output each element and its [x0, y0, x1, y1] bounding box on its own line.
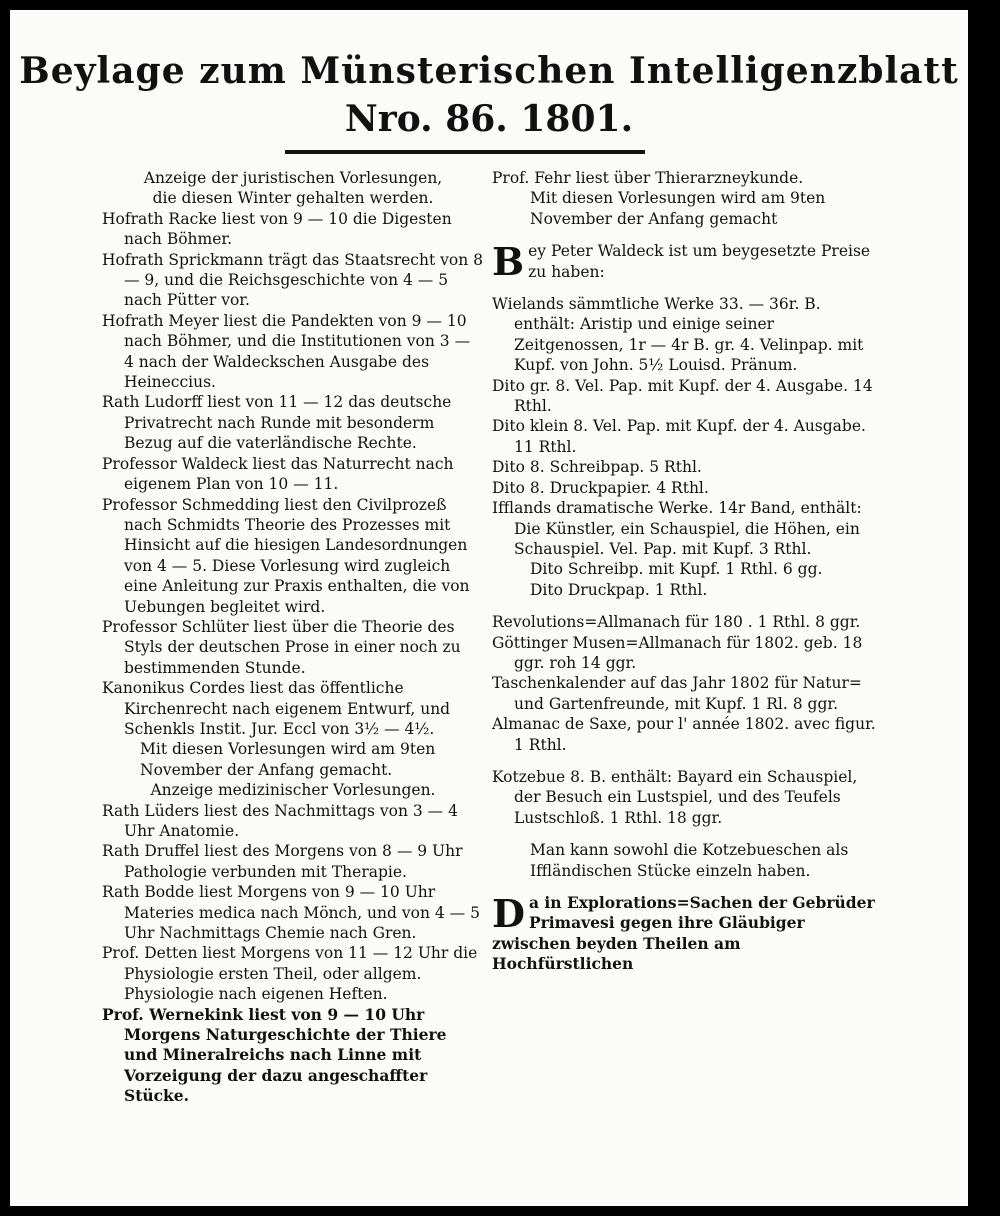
book-entry: Kotzebue 8. B. enthält: Bayard ein Schauspiel, der Besuch ein Lustspiel, und des Teufels Lustschloß. 1 Rthl. 18 ggr. [492, 767, 858, 827]
spacer [492, 282, 884, 294]
lecture-entry: Professor Schmedding liest den Civilprozeß nach Schmidts Theorie des Prozesses mit Hinsicht auf die hiesigen Landesordnungen von 4 — 5. Diese Vorlesung wird zugleich eine Anleitung zur Praxis enthalten, die von Uebungen begleitet wird. [102, 495, 470, 616]
issue-number: Nro. 86. 1801. [344, 98, 634, 140]
book-entry: Dito Druckpap. 1 Rthl. [530, 580, 708, 599]
drop-cap: D [492, 891, 525, 936]
lecture-entry: Prof. Wernekink liest von 9 — 10 Uhr Morgens Naturgeschichte der Thiere und Mineralreichs nach Linne mit Vorzeigung der dazu angeschaffter Stücke. [102, 1004, 447, 1106]
start-notice: Mit diesen Vorlesungen wird am 9ten November der Anfang gemacht [530, 189, 826, 228]
drop-cap: B [492, 239, 525, 285]
lecture-entry: Kanonikus Cordes liest das öffentliche Kirchenrecht nach eigenem Entwurf, und Schenkls Instit. Jur. Eccl von 3½ — 4½. [102, 679, 451, 738]
book-entry: Dito Schreibp. mit Kupf. 1 Rthl. 6 gg. [530, 560, 823, 579]
book-entry: Almanac de Saxe, pour l' année 1802. avec figur. 1 Rthl. [492, 715, 876, 754]
bookseller-intro-text: ey Peter Waldeck ist um beygesetzte Preise zu haben: [528, 242, 871, 281]
lecture-entry: Hofrath Racke liest von 9 — 10 die Digesten nach Böhmer. [102, 209, 452, 249]
legal-notice [492, 893, 884, 975]
book-entry: Taschenkalender auf das Jahr 1802 für Natur= und Gartenfreunde, mit Kupf. 1 Rl. 8 ggr. [492, 674, 862, 713]
book-entry: Wielands sämmtliche Werke 33. — 36r. B. enthält: Aristip und einige seiner Zeitgenossen, 1r — 4r B. gr. 4. Velinpap. mit Kupf. von John. 5½ Louisd. Pränum. [492, 295, 864, 375]
book-entry: Revolutions=Allmanach für 180 . 1 Rthl. 8 ggr. [492, 613, 861, 632]
book-entry: Dito 8. Schreibpap. 5 Rthl. [492, 458, 702, 477]
title-rule [285, 150, 645, 154]
right-column [492, 168, 884, 975]
spacer [492, 229, 884, 241]
juristic-heading: Anzeige der juristischen Vorlesungen, [143, 169, 443, 187]
legal-notice-text: a in Explorations=Sachen der Gebrüder Primavesi gegen ihre Gläubiger zwischen beyden Theilen am Hochfürstlichen [492, 893, 875, 974]
lecture-entry: Rath Lüders liest des Nachmittags von 3 — 4 Uhr Anatomie. [102, 801, 458, 840]
bookseller-note: Man kann sowohl die Kotzebueschen als Iffländischen Stücke einzeln haben. [530, 841, 849, 880]
book-entry: Ifflands dramatische Werke. 14r Band, enthält: Die Künstler, ein Schauspiel, die Höhen, ein Schauspiel. Vel. Pap. mit Kupf. 3 Rthl. [492, 499, 862, 558]
spacer [492, 828, 884, 840]
lecture-entry: Prof. Detten liest Morgens von 11 — 12 Uhr die Physiologie ersten Theil, oder allgem. Physiologie nach eigenen Heften. [102, 944, 478, 1004]
lecture-entry: Prof. Fehr liest über Thierarzneykunde. [492, 169, 804, 187]
start-notice: Mit diesen Vorlesungen wird am 9ten November der Anfang gemacht. [140, 740, 436, 779]
left-column [102, 168, 484, 1107]
lecture-entry: Hofrath Meyer liest die Pandekten von 9 — 10 nach Böhmer, und die Institutionen von 3 — 4 nach der Waldeckschen Ausgabe des Heineccius. [102, 311, 471, 392]
lecture-entry: Rath Bodde liest Morgens von 9 — 10 Uhr Materies medica nach Mönch, und von 4 — 5 Uhr Nachmittags Chemie nach Gren. [102, 883, 480, 943]
spacer [492, 755, 884, 767]
bookseller-intro [492, 239, 884, 285]
book-entry: Göttinger Musen=Allmanach für 1802. geb. 18 ggr. roh 14 ggr. [492, 633, 863, 672]
lecture-entry: Professor Waldeck liest das Naturrecht nach eigenem Plan von 10 — 11. [102, 454, 454, 494]
book-entry: Dito klein 8. Vel. Pap. mit Kupf. der 4. Ausgabe. 11 Rthl. [492, 417, 866, 456]
spacer [492, 600, 884, 612]
spacer [492, 881, 884, 893]
masthead-title: Beylage zum Münsterischen Intelligenzblatt [19, 50, 959, 92]
lecture-entry: Rath Druffel liest des Morgens von 8 — 9 Uhr Pathologie verbunden mit Therapie. [102, 842, 463, 881]
book-entry: Dito 8. Druckpapier. 4 Rthl. [492, 478, 709, 497]
lecture-entry: Professor Schlüter liest über die Theorie des Styls der deutschen Prose in einer noch zu bestimmenden Stunde. [102, 617, 461, 677]
lecture-entry: Rath Ludorff liest von 11 — 12 das deutsche Privatrecht nach Runde mit besonderm Bezug auf die vaterländische Rechte. [102, 393, 452, 453]
newspaper-page [10, 10, 968, 1206]
medical-heading: Anzeige medizinischer Vorlesungen. [150, 781, 436, 800]
juristic-subheading: die diesen Winter gehalten werden. [152, 189, 434, 208]
book-entry: Dito gr. 8. Vel. Pap. mit Kupf. der 4. Ausgabe. 14 Rthl. [492, 376, 873, 416]
lecture-entry: Hofrath Sprickmann trägt das Staatsrecht von 8 — 9, und die Reichsgeschichte von 4 — 5 nach Pütter vor. [102, 250, 483, 310]
